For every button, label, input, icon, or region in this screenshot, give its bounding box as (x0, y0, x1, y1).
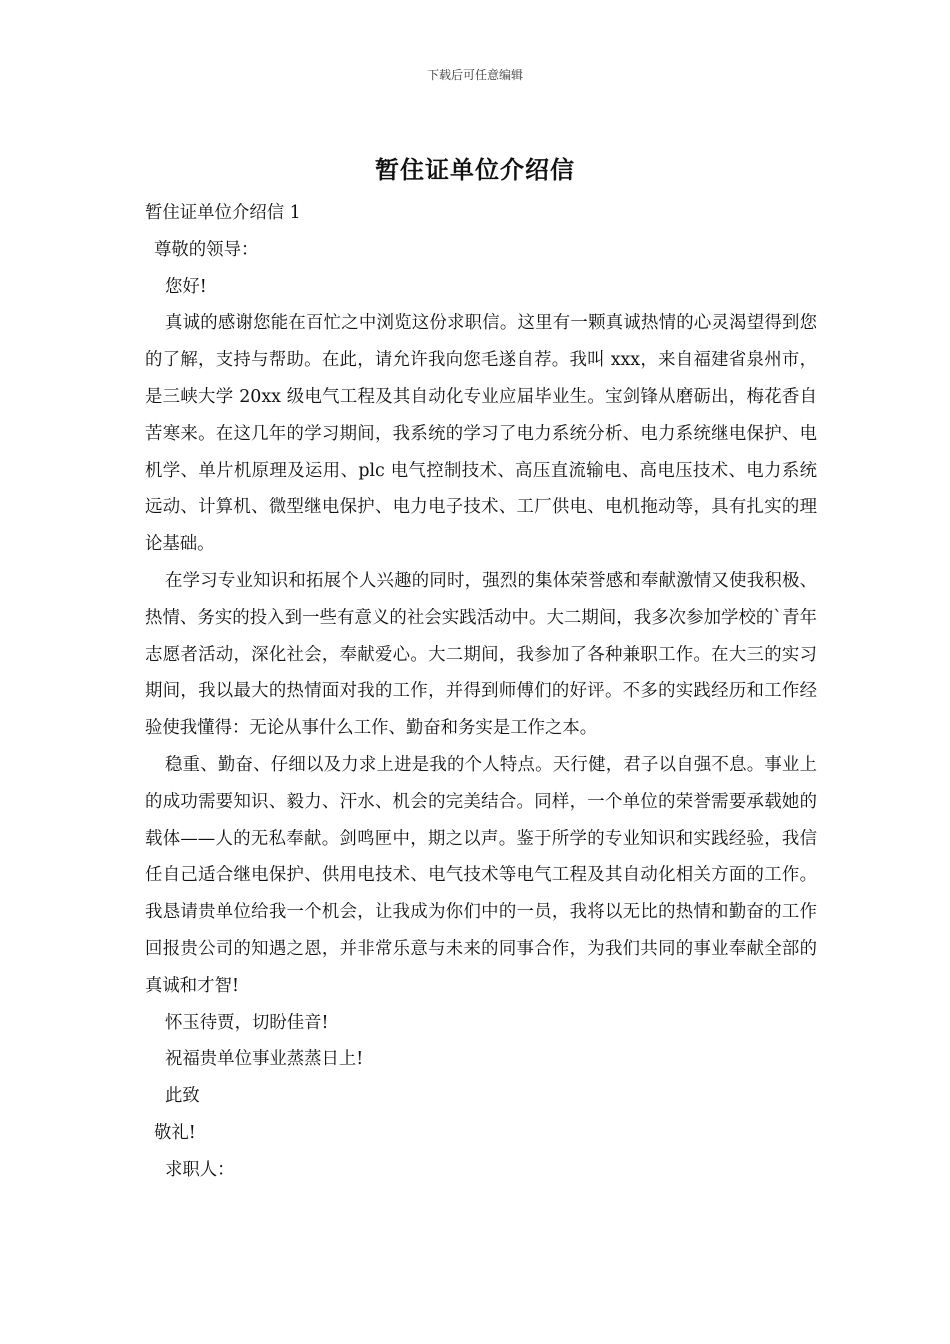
paragraph-2: 在学习专业知识和拓展个人兴趣的同时，强烈的集体荣誉感和奉献激情又使我积极、热情、务实的投入到一些有意义的社会实践活动中。大二期间，我多次参加学校的`青年志愿者活动，深化社会，奉献爱心。大二期间，我参加了各种兼职工作。在大三的实习期间，我以最大的热情面对我的工作，并得到师傅们的好评。不多的实践经历和工作经验使我懂得：无论从事什么工作、勤奋和务实是工作之本。 (145, 570, 817, 739)
closing-line-1: 怀玉待贾，切盼佳音! (165, 1012, 329, 1033)
signature-line: 求职人： (165, 1159, 235, 1180)
letter-subtitle: 暂住证单位介绍信 1 (145, 203, 301, 223)
closing-line-2: 祝福贵单位事业蒸蒸日上! (165, 1049, 364, 1070)
paragraph-3: 稳重、勤奋、仔细以及力求上进是我的个人特点。天行健，君子以自强不息。事业上的成功需要知识、毅力、汗水、机会的完美结合。同样，一个单位的荣誉需要承载她的载体——人的无私奉献。剑鸣匣中，期之以声。鉴于所学的专业知识和实践经验，我信任自己适合继电保护、供用电技术、电气技术等电气工程及其自动化相关方面的工作。我恳请贵单位给我一个机会，让我成为你们中的一员，我将以无比的热情和勤奋的工作回报贵公司的知遇之恩，并非常乐意与未来的同事合作，为我们共同的事业奉献全部的真诚和才智! (145, 754, 817, 996)
letter-body (145, 195, 817, 1189)
page-title: 暂住证单位介绍信 (375, 155, 575, 184)
greeting: 您好! (165, 276, 207, 297)
salutation: 尊敬的领导： (154, 239, 259, 260)
paragraph-1: 真诚的感谢您能在百忙之中浏览这份求职信。这里有一颗真诚热情的心灵渴望得到您的了解，支持与帮助。在此，请允许我向您毛遂自荐。我叫 xxx，来自福建省泉州市，是三峡大学 20xx 级电气工程及其自动化专业应届毕业生。宝剑锋从磨砺出，梅花香自苦寒来。在这几年的学习期间，我系统的学习了电力系统分析、电力系统继电保护、电机学、单片机原理及运用、plc 电气控制技术、高压直流输电、高电压技术、电力系统远动、计算机、微型继电保护、电力电子技术、工厂供电、电机拖动等，具有扎实的理论基础。 (145, 313, 817, 555)
closing-line-3: 此致 (165, 1086, 200, 1107)
header-note: 下载后可任意编辑 (426, 68, 523, 82)
respect-line: 敬礼! (154, 1122, 196, 1143)
